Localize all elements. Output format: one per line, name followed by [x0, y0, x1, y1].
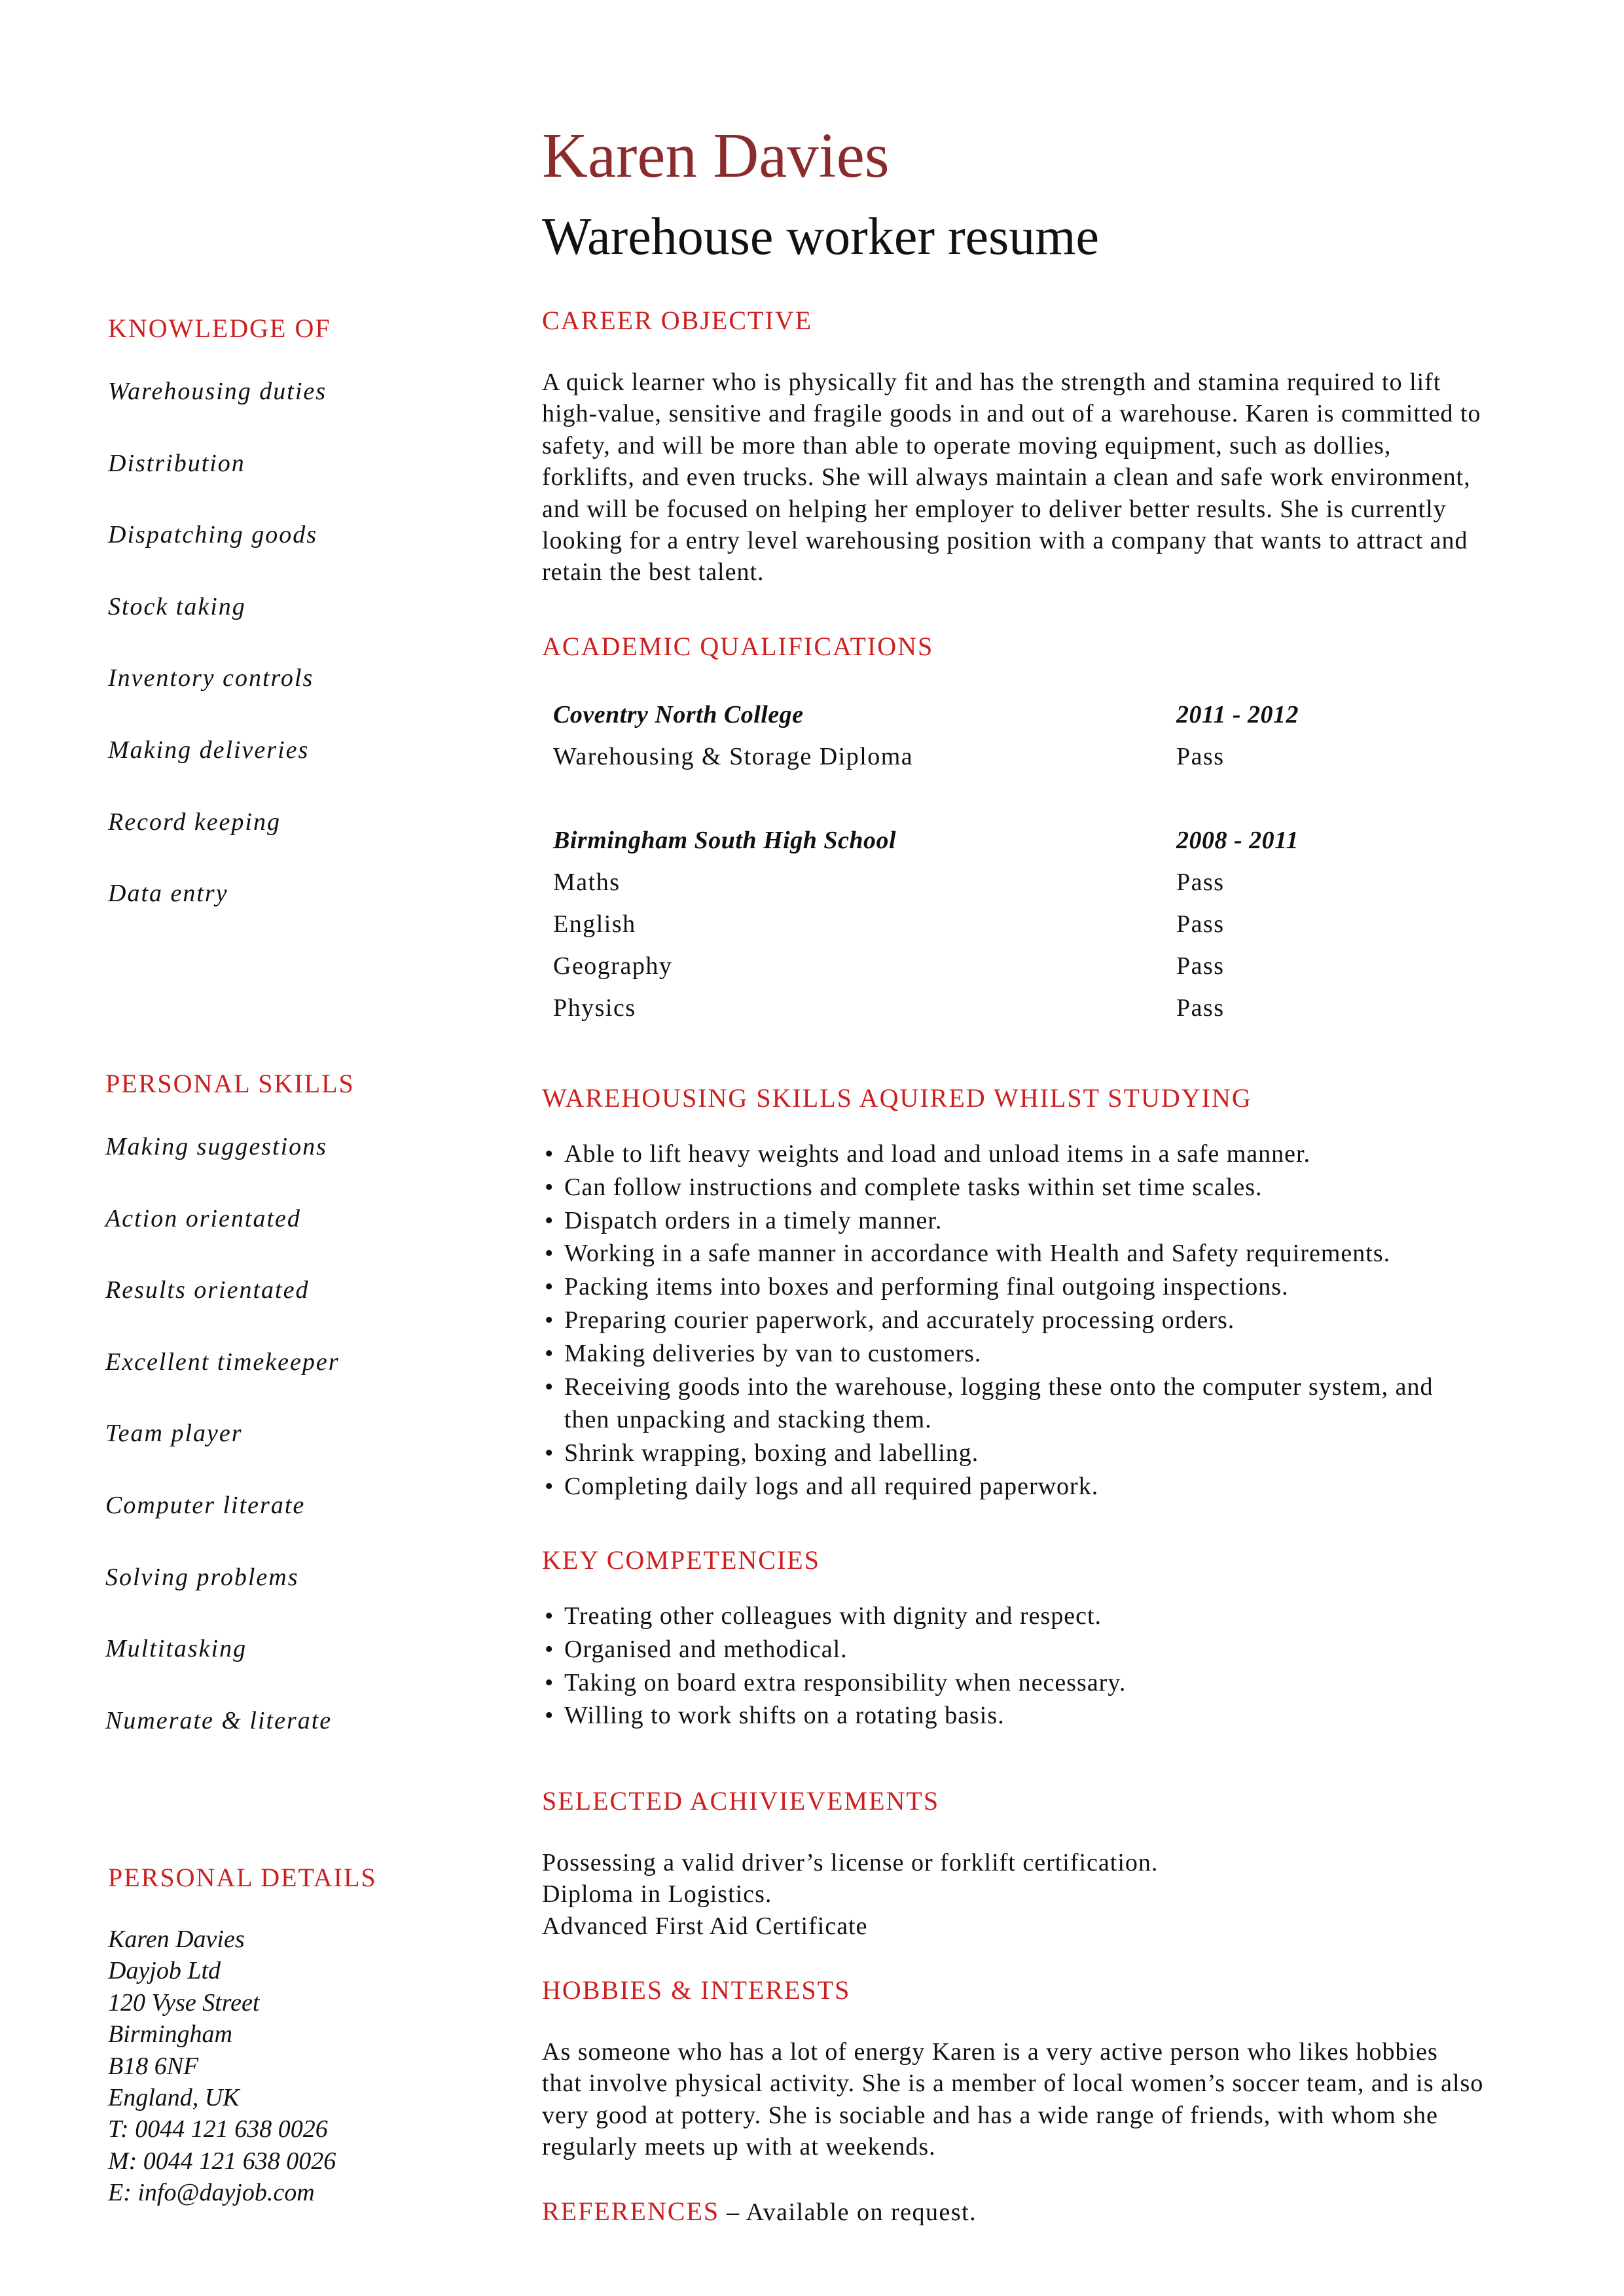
subject-result: Pass — [1176, 869, 1225, 896]
key-competencies-section — [542, 1545, 1485, 1732]
references-text: – Available on request. — [719, 2198, 977, 2226]
institution-years: 2011 - 2012 — [1176, 701, 1299, 728]
subject-name: Maths — [553, 869, 621, 896]
subject-result: Pass — [1176, 743, 1225, 770]
contact-country: England, UK — [108, 2084, 240, 2112]
personal-skill-item: Multitasking — [105, 1635, 247, 1663]
subject-result: Pass — [1176, 994, 1225, 1022]
resume-name: Karen Davies — [542, 120, 890, 190]
academic-section — [542, 631, 1485, 1029]
career-objective-text: A quick learner who is physically fit and has the strength and stamina required to lift high-value, sensitive and fragile goods in and out of a warehouse. Karen is committed to safety, and will be more than able to operate moving equipment, such as dollies, forklifts, and even trucks. She will always maintain a clean and safe work environment, and will be focused on helping her employer to deliver better results. She is currently looking for a entry level warehousing position with a company that wants to attract and retain the best talent. — [542, 368, 1481, 586]
knowledge-list — [108, 377, 501, 909]
table-spacer — [553, 778, 1438, 819]
skill-bullet: • Working in a safe manner in accordance with Health and Safety requirements. — [542, 1237, 1485, 1270]
personal-skills-section — [105, 1068, 498, 1778]
contact-mobile: M: 0044 121 638 0026 — [108, 2147, 336, 2175]
knowledge-item: Data entry — [108, 880, 228, 908]
skill-bullet: • Able to lift heavy weights and load and unload items in a safe manner. — [542, 1138, 1485, 1171]
personal-skill-item: Results orientated — [105, 1276, 310, 1304]
references-section — [542, 2196, 1485, 2227]
personal-skill-item: Numerate & literate — [105, 1706, 333, 1734]
personal-skills-list — [105, 1132, 498, 1736]
skill-bullet: • Making deliveries by van to customers. — [542, 1337, 1485, 1371]
subject-name: English — [553, 910, 636, 938]
references-heading: REFERENCES — [542, 2197, 720, 2226]
career-objective-section — [542, 305, 1485, 588]
knowledge-item: Distribution — [108, 449, 245, 477]
knowledge-heading: KNOWLEDGE OF — [108, 314, 331, 343]
contact-city: Birmingham — [108, 2020, 232, 2049]
contact-company: Dayjob Ltd — [108, 1957, 221, 1985]
contact-street: 120 Vyse Street — [108, 1988, 260, 2017]
contact-postcode: B18 6NF — [108, 2052, 199, 2080]
achievement-line: Diploma in Logistics. — [542, 1880, 772, 1909]
personal-skill-item: Excellent timekeeper — [105, 1348, 340, 1376]
achievement-line: Possessing a valid driver’s license or forklift certification. — [542, 1849, 1159, 1876]
achievement-line: Advanced First Aid Certificate — [542, 1912, 868, 1940]
knowledge-item: Dispatching goods — [108, 521, 318, 549]
knowledge-item: Warehousing duties — [108, 378, 327, 405]
competency-bullet: • Taking on board extra responsibility when necessary. — [542, 1666, 1485, 1700]
skill-bullet: • Completing daily logs and all required paperwork. — [542, 1470, 1485, 1503]
personal-skills-heading: PERSONAL SKILLS — [105, 1069, 355, 1098]
subject-name: Geography — [553, 952, 673, 980]
key-competencies-heading: KEY COMPETENCIES — [542, 1545, 820, 1575]
achievements-section — [542, 1785, 1485, 1942]
hobbies-section — [542, 1975, 1485, 2163]
warehousing-skills-heading: WAREHOUSING SKILLS AQUIRED WHILST STUDYING — [542, 1083, 1252, 1113]
hobbies-heading: HOBBIES & INTERESTS — [542, 1975, 851, 2005]
knowledge-item: Inventory controls — [108, 664, 314, 692]
skill-bullet: • Packing items into boxes and performing final outgoing inspections. — [542, 1270, 1485, 1304]
personal-skill-item: Solving problems — [105, 1563, 299, 1591]
subject-row — [553, 861, 1438, 903]
skill-bullet: • Preparing courier paperwork, and accurately processing orders. — [542, 1304, 1485, 1337]
subject-name: Physics — [553, 994, 636, 1022]
subject-row — [553, 945, 1438, 987]
knowledge-item: Making deliveries — [108, 736, 310, 764]
contact-name: Karen Davies — [108, 1926, 245, 1953]
institution-years: 2008 - 2011 — [1176, 827, 1299, 854]
skill-bullet: • Shrink wrapping, boxing and labelling. — [542, 1437, 1485, 1470]
subject-name: Warehousing & Storage Diploma — [553, 743, 914, 770]
personal-skill-item: Making suggestions — [105, 1133, 327, 1160]
resume-subtitle: Warehouse worker resume — [542, 208, 1099, 266]
personal-details-section — [108, 1862, 501, 2209]
knowledge-section — [108, 313, 501, 951]
personal-details-heading: PERSONAL DETAILS — [108, 1863, 377, 1892]
competency-bullet: • Organised and methodical. — [542, 1633, 1485, 1666]
subject-row — [553, 987, 1438, 1029]
skill-bullet: • Dispatch orders in a timely manner. — [542, 1204, 1485, 1238]
warehousing-skills-section — [542, 1083, 1485, 1503]
institution-row — [553, 694, 1438, 736]
key-competencies-list — [542, 1600, 1485, 1732]
knowledge-item: Record keeping — [108, 808, 281, 836]
institution-row — [553, 819, 1438, 861]
personal-skill-item: Computer literate — [105, 1491, 306, 1519]
personal-details-lines — [108, 1924, 501, 2209]
competency-bullet: • Willing to work shifts on a rotating basis. — [542, 1699, 1485, 1732]
institution-name: Coventry North College — [553, 701, 804, 728]
skill-bullet: • Receiving goods into the warehouse, logging these onto the computer system, and then unpacking and stacking them. — [542, 1371, 1485, 1437]
subject-result: Pass — [1176, 952, 1225, 980]
hobbies-text: As someone who has a lot of energy Karen is a very active person who likes hobbies that involve physical activity. She is a member of local women’s soccer team, and is also very good at pottery. She is sociable and has a wide range of friends, with whom she regularly meets up with at weekends. — [542, 2038, 1484, 2161]
academic-heading: ACADEMIC QUALIFICATIONS — [542, 632, 934, 661]
institution-name: Birmingham South High School — [553, 827, 897, 854]
academic-table — [553, 694, 1438, 1029]
warehousing-skills-list — [542, 1138, 1485, 1503]
contact-telephone: T: 0044 121 638 0026 — [108, 2115, 328, 2144]
subject-row — [553, 736, 1438, 778]
achievements-lines — [542, 1847, 1485, 1942]
subject-result: Pass — [1176, 910, 1225, 938]
contact-email[interactable]: E: info@dayjob.com — [108, 2179, 315, 2207]
skill-bullet: • Can follow instructions and complete tasks within set time scales. — [542, 1171, 1485, 1204]
personal-skill-item: Action orientated — [105, 1204, 301, 1232]
competency-bullet: • Treating other colleagues with dignity and respect. — [542, 1600, 1485, 1633]
subject-row — [553, 903, 1438, 945]
references-line — [542, 2196, 1485, 2227]
career-objective-heading: CAREER OBJECTIVE — [542, 306, 813, 335]
achievements-heading: SELECTED ACHIVIEVEMENTS — [542, 1786, 940, 1816]
knowledge-item: Stock taking — [108, 592, 246, 620]
personal-skill-item: Team player — [105, 1420, 243, 1448]
